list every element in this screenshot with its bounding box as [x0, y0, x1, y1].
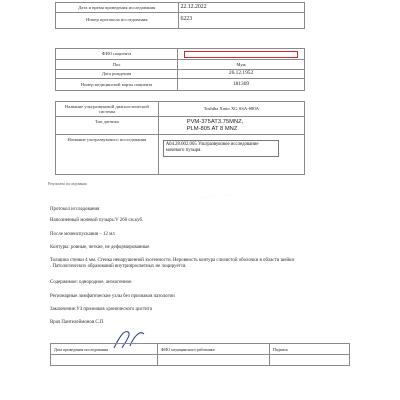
protocol-line-residual: После мочеиспускания – 12 мл	[50, 232, 115, 237]
study-datetime-label: Дата и время проведения исследования	[56, 3, 179, 13]
footer-table	[50, 343, 350, 366]
study-name-value: A04.28.002.005 Ультразвуковое исследование мочевого пузыря.	[163, 140, 279, 157]
patient-name-label: ФИО пациента	[56, 49, 178, 60]
table-row	[51, 355, 350, 366]
footer-worker-cell	[158, 355, 270, 366]
ultrasound-system-value: Toshiba Xario XG SSA-680A	[158, 102, 304, 117]
ultrasound-system-label: Название ультразвуковой диагностической системы	[56, 102, 159, 117]
doctor-name: Врач Пантелеймонов С.П	[50, 320, 104, 325]
table-row	[56, 102, 305, 117]
study-name-cell	[158, 135, 304, 175]
table-row	[51, 344, 350, 355]
probe-type-label: Тип датчика	[56, 117, 159, 135]
medical-card-label: Номер медицинской карты пациента	[56, 79, 178, 90]
table-row	[56, 117, 305, 135]
probe-line-1: PVM-375AT3.75MNZ,	[186, 118, 244, 125]
protocol-number-label: Номер протокола исследования	[56, 12, 179, 28]
footer-signature-label: Подпись	[270, 344, 350, 355]
table-row	[56, 79, 305, 90]
protocol-line-volume: Наполненный мочевой пузырь:V 260 см.куб.	[50, 218, 144, 223]
footer-worker-label: ФИО медицинского работника	[158, 344, 270, 355]
bleed-through-marks: ～～～	[196, 188, 233, 206]
table-row	[56, 49, 305, 60]
probe-line-2: PLM-805 AT 8 MNZ	[186, 125, 238, 132]
protocol-line-content: Содержимое: однородное, анэхогенное.	[50, 280, 133, 285]
redacted-name-box	[184, 51, 298, 58]
results-caption: Результаты исследования	[48, 182, 87, 186]
protocol-line-lesions: . Патологических образований внутрипросветных не лоцируется.	[50, 264, 187, 269]
patient-table	[55, 48, 305, 91]
birthdate-label: Дата рождения	[56, 69, 178, 79]
protocol-conclusion: Заключение:УЗ признаков хронического цистита	[50, 307, 153, 312]
table-row	[56, 69, 305, 79]
study-name-label: Название ультразвукового исследования	[56, 135, 159, 175]
protocol-line-lymph: Регионарные лимфатические узлы без признаков патологии	[50, 294, 175, 299]
footer-date-cell	[51, 355, 158, 366]
header-table	[55, 2, 305, 29]
protocol-title: Протокол исследования	[50, 207, 100, 212]
sex-label: Пол	[56, 60, 178, 70]
table-row	[56, 12, 305, 28]
footer-signature-cell	[270, 355, 350, 366]
sex-value: Муж	[178, 60, 305, 70]
equipment-table	[55, 101, 305, 175]
protocol-line-contours: Контуры: ровные, четкие, не деформированные	[50, 245, 150, 250]
footer-date-label: Дата проведения исследования	[51, 344, 158, 355]
table-row	[56, 3, 305, 13]
probe-type-value-1	[158, 117, 304, 135]
protocol-number-value: 6223	[178, 12, 305, 28]
medical-card-value: 181309	[178, 79, 305, 90]
study-datetime-value: 22.12.2022	[178, 3, 305, 13]
table-row	[56, 135, 305, 175]
table-row	[56, 60, 305, 70]
protocol-line-wall: Толщина стенки 4 мм. Стенка ненарушенной эхогенности. Неровность контура слизистой оболочки в области шейки	[50, 258, 295, 263]
birthdate-value: 26.12.1952	[178, 69, 305, 79]
patient-name-value	[178, 49, 305, 60]
